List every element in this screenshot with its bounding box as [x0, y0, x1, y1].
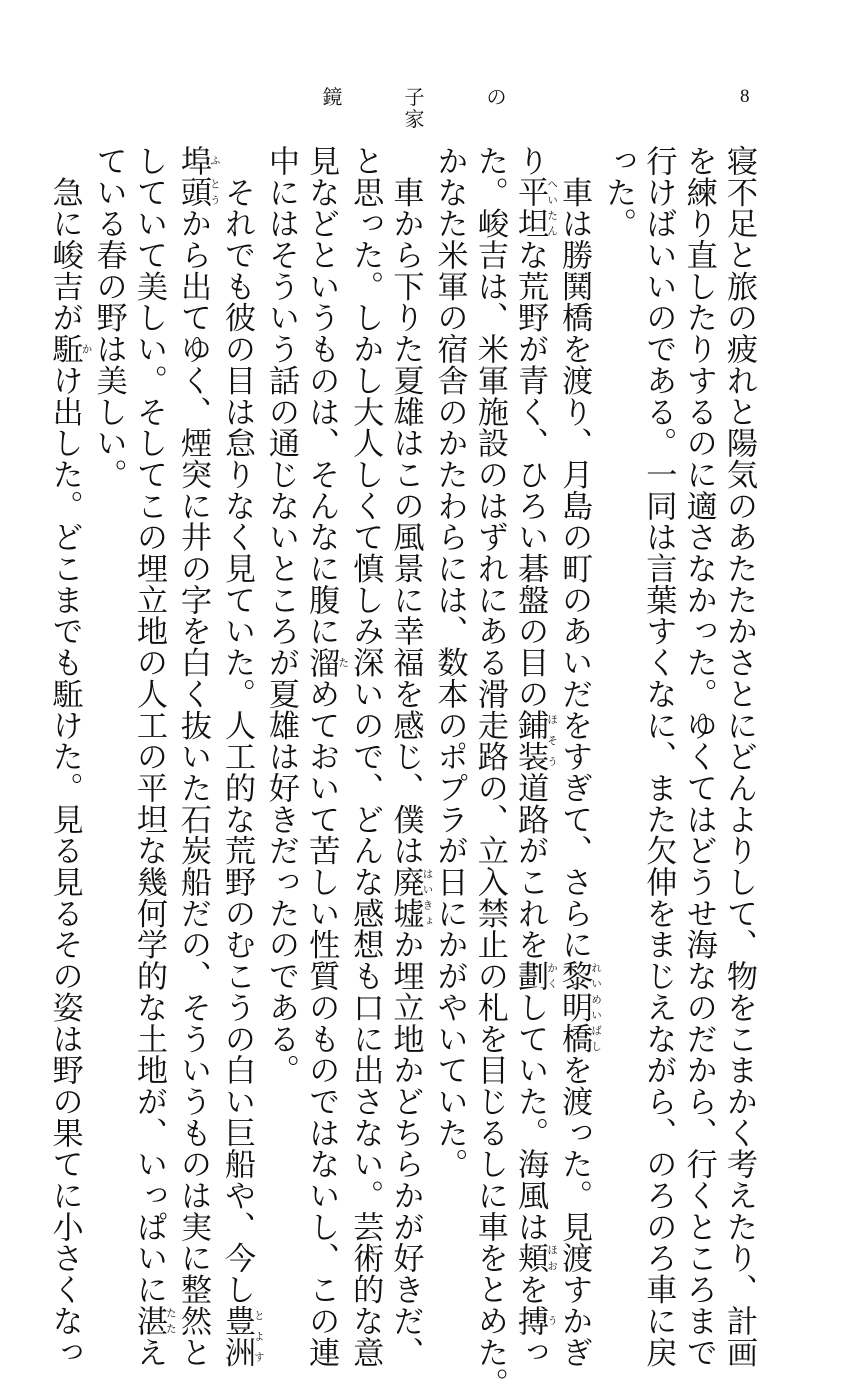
text-run: から出てゆく、煙突に井の字を白く抜いた石炭船だの、そういうものは実に整然と: [174, 207, 211, 1368]
text-run: それでも彼の目は怠りなく見ていた。人工的な荒野のむこうの白い巨船や、今し: [218, 145, 255, 1305]
text-run: かなた米軍の宿舎のかたわらには、数本のポプラが日にかがやいていた。: [431, 145, 468, 1180]
furigana-reading: れいめいばし: [590, 960, 603, 1055]
ruby-annotated-word: 鋪装ほそう: [512, 709, 559, 773]
furigana-reading: ほお: [546, 1242, 559, 1274]
furigana-reading: たた: [164, 1304, 177, 1337]
text-run: 車から下りた夏雄はこの風景に幸福を感じ、僕は: [387, 145, 424, 867]
ruby-annotated-word: 劃かく: [512, 960, 559, 992]
furigana-reading: かく: [546, 960, 559, 992]
furigana-reading: はいきょ: [421, 866, 434, 929]
ruby-annotated-word: 駈か: [46, 333, 93, 365]
furigana-reading: ほそう: [546, 709, 559, 772]
text-run: 急に峻吉が: [46, 145, 83, 334]
text-run: 見などというものは、そんなに腹に: [303, 145, 340, 647]
text-run: け出した。どこまでも駈けた。見る見るその姿は野の果てに小さくなっ: [46, 364, 83, 1368]
ruby-annotated-word: 黎明橋れいめいばし: [556, 960, 603, 1055]
text-run: っ: [512, 1336, 549, 1368]
ruby-annotated-word: 搏う: [512, 1305, 559, 1337]
ruby-annotated-word: 溜た: [303, 646, 350, 678]
text-run: な荒野が青く、ひろい碁盤の目の: [512, 239, 549, 710]
text-run: 中にはそういう話の通じないところが夏雄は好きだったのである。: [262, 145, 299, 1086]
furigana-reading: ふ: [208, 145, 221, 177]
ruby-annotated-word: 豊洲とよす: [218, 1304, 265, 1368]
text-run: り: [512, 145, 549, 177]
text-run: ている春の野は美しい。: [90, 145, 127, 490]
furigana-reading: か: [80, 333, 93, 365]
ruby-annotated-word: 廃墟はいきょ: [387, 866, 434, 929]
page-number: 8: [740, 86, 750, 107]
text-run: か埋立地かどちらかが好きだ、: [387, 928, 424, 1368]
text-run: え: [130, 1336, 167, 1368]
text-run: 寝不足と旅の疲れと陽気のあたたかさとにどんよりして、物をこまかく考えたり、計画: [721, 145, 757, 1368]
text-run: った。: [600, 145, 637, 240]
ruby-annotated-word: 平坦へいたん: [512, 176, 559, 240]
text-run: 道路がこれを: [512, 772, 549, 961]
text-run: 行けばいいのである。一同は言葉すくなに、また欠伸をまじえながら、のろのろ車に戻: [640, 145, 677, 1368]
ruby-annotated-word: 頬ほお: [512, 1242, 559, 1274]
furigana-reading: とよす: [252, 1304, 265, 1368]
text-run: を: [512, 1273, 549, 1306]
text-run: を渡った。見渡すかぎ: [556, 1054, 593, 1368]
ruby-annotated-word: 湛たた: [130, 1304, 177, 1337]
ruby-annotated-word: 頭とう: [174, 176, 221, 208]
text-run: めておいて苦しい性質のものではないし、この連: [303, 677, 340, 1368]
text-run: を練り直したりするのに適さなかった。ゆくてはどうせ海なのだから、行くところまで: [680, 145, 717, 1368]
furigana-reading: とう: [208, 176, 221, 208]
text-run: 車は勝鬨橋を渡り、月島の町のあいだをすぎて、さらに: [556, 145, 593, 961]
text-run: していて美しい。そしてこの埋立地の人工の平坦な幾何学的な土地が、いっぱいに: [130, 145, 167, 1305]
text-run: た。峻吉は、米軍施設のはずれにある滑走路の、立入禁止の札を目じるしに車をとめた。: [471, 145, 508, 1399]
text-run: していた。海風は: [512, 991, 549, 1243]
furigana-reading: へいたん: [546, 176, 559, 240]
ruby-annotated-word: 埠ふ: [174, 145, 221, 177]
furigana-reading: た: [337, 646, 350, 678]
furigana-reading: う: [546, 1305, 559, 1337]
vertical-body-text: [44, 145, 759, 1399]
text-run: と思った。しかし大人しくて慎しみ深いので、どんな感想も口に出さない。芸術的な意: [347, 145, 384, 1368]
running-title: 鏡 子 の 家: [322, 85, 569, 131]
